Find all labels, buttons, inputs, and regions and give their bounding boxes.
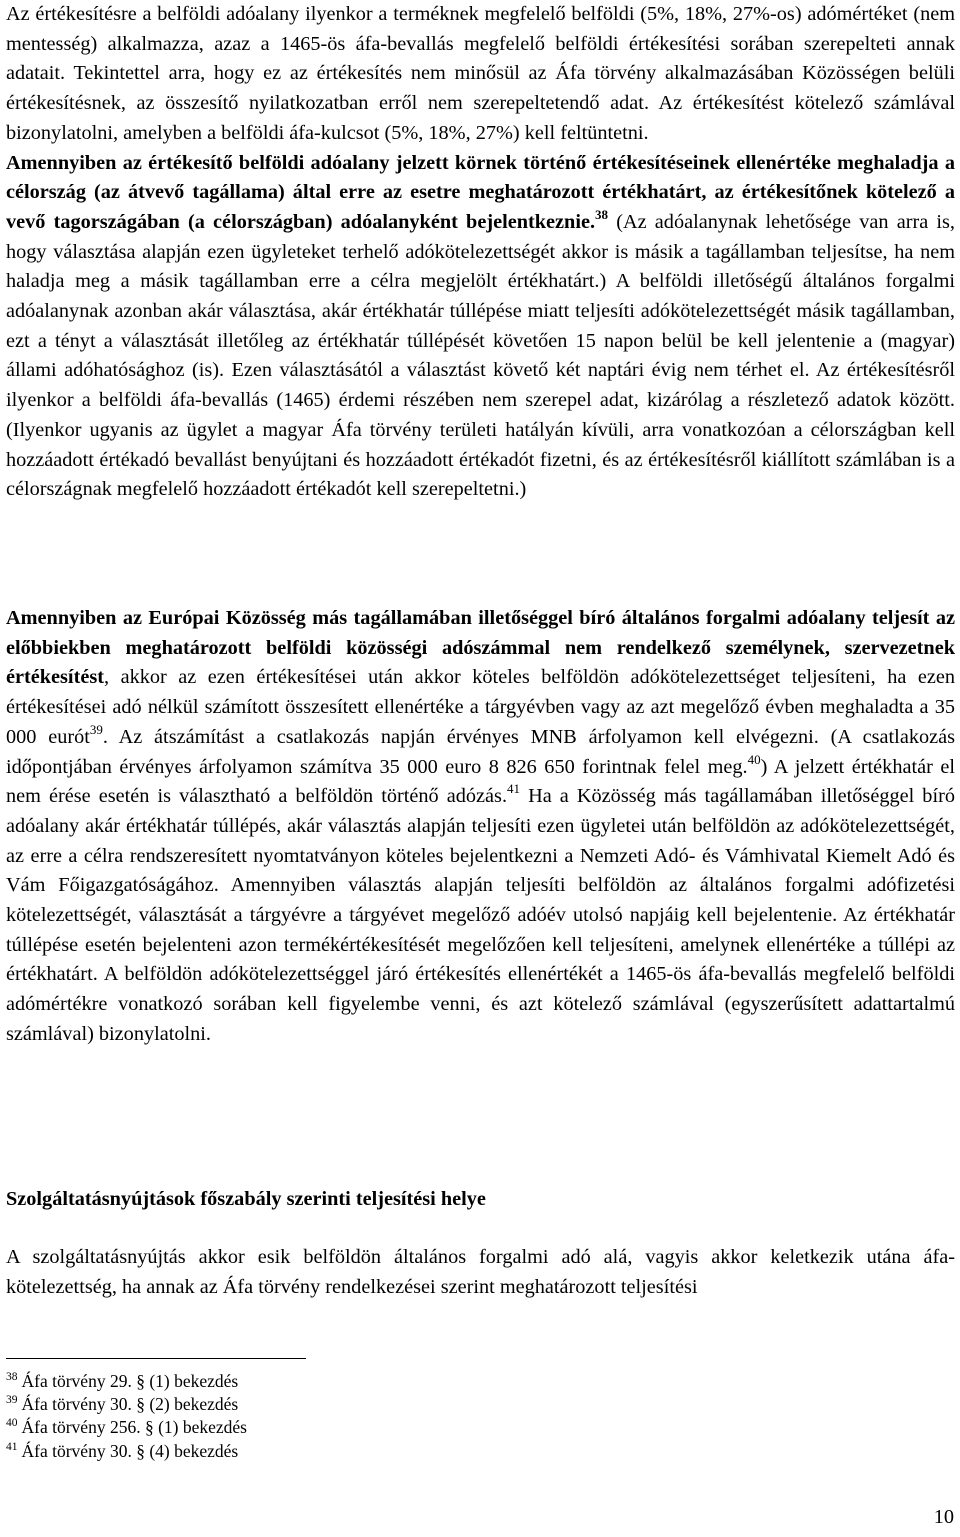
paragraph-2-text-1: , akkor az ezen értékesítései után akkor köteles belföldön adókötelezettséget teljesíteni, ha ezen értékesítései adó nélkül számított összesített ellenértéke a tárgyévben vagy az azt megelőző évben meghaladta a 35 000 eurót (6, 666, 955, 748)
footnote-item (6, 1393, 247, 1416)
footnote-item (6, 1440, 247, 1463)
footnote-number: 39 (6, 1394, 18, 1407)
footnote-list (6, 1370, 247, 1463)
footnote-item (6, 1370, 247, 1393)
footnote-ref-41: 41 (507, 781, 521, 797)
paragraph-2-text-3: ) A jelzett értékhatár el nem érése esetén is választható a belföldön történő adózás. (6, 755, 955, 808)
footnote-number: 41 (6, 1440, 18, 1453)
footnote-ref-40: 40 (747, 751, 761, 767)
paragraph-1-continuation: (Az adóalanynak lehetősége van arra is, hogy választása alapján ezen ügyleteket terhelő adókötelezettségét akkor is másik a tagállamban teljesítse, ha nem haladja meg a másik tagállamban erre a célra megjelölt értékhatárt.) A belföldi illetőségű általános forgalmi adóalanynak azonban akár választása, akár értékhatár túllépése miatt teljesíti adókötelezettségét másik tagállamban, ezt a tényt a választását illetőleg az értékhatár túllépését követően 15 napon belül be kell jelentenie a (magyar) állami adóhatósághoz (is). Ezen választásától a választást követő két naptári évig nem térhet el. Az értékesítésről ilyenkor a belföldi áfa-bevallás (1465) érdemi részében nem szerepel adat, kizárólag a részletező adatok között. (Ilyenkor ugyanis az ügylet a magyar Áfa törvény területi hatályán kívüli, arra vonatkozóan a célországban kell hozzáadott értékadó bevallást benyújtani és hozzáadott értékadót fizetni, és az értékesítésről kiállított számlában is a célországnak megfelelő hozzáadott értékadót kell szerepeltetni.) (6, 210, 955, 501)
footnote-text: Áfa törvény 30. § (4) bekezdés (21, 1440, 239, 1461)
footnote-number: 40 (6, 1417, 18, 1430)
page-number: 10 (933, 1506, 954, 1528)
footnote-ref-39: 39 (89, 721, 103, 737)
paragraph-1-sentence-1: Az értékesítésre a belföldi adóalany ilyenkor a terméknek megfelelő belföldi (5%, 18%, 27%-os) adómértéket (nem mentesség) alkalmazza, azaz a 1465-ös áfa-bevallás megfelelő belföldi értékesítési sorában szerepelteti annak adatait. Tekintettel arra, hogy ez az értékesítés nem minősül az Áfa törvény alkalmazásában Közösségen belüli értékesítésnek, az összesítő nyilatkozatban erről nem szerepeltetendő adat. Az értékesítést kötelező számlával bizonylatolni, amelyben a belföldi áfa-kulcsot (5%, 18%, 27%) kell feltüntetni. (6, 3, 955, 144)
paragraph-2 (6, 604, 955, 1050)
footnote-text: Áfa törvény 29. § (1) bekezdés (21, 1371, 239, 1391)
paragraph-1 (6, 0, 955, 505)
footnote-ref-38: 38 (595, 206, 609, 222)
paragraph-1-bold-sentence: Amennyiben az értékesítő belföldi adóalany jelzett körnek történő értékesítéseinek ellenértéke meghaladja a célország (az átvevő tagállama) által erre az esetre meghatározott értékhatárt, az értékesítőnek kötelező a vevő tagországában (a célországban) adóalanyként bejelentkeznie. (6, 151, 955, 233)
footnote-text: Áfa törvény 30. § (2) bekezdés (21, 1394, 239, 1415)
section-heading: Szolgáltatásnyújtások főszabály szerinti teljesítési helye (6, 1188, 486, 1210)
paragraph-2-text-2: . Az átszámítást a csatlakozás napján érvényes MNB árfolyamon kell elvégezni. (A csatlakozás időpontjában érvényes árfolyamon számítva 35 000 euro 8 826 650 forintnak felel meg. (6, 725, 956, 778)
paragraph-3: A szolgáltatásnyújtás akkor esik belföldön általános forgalmi adó alá, vagyis akkor keletkezik utána áfa-kötelezettség, ha annak az Áfa törvény rendelkezései szerint meghatározott teljesítési (6, 1246, 955, 1298)
paragraph-2-text-4: Ha a Közösség más tagállamában illetőséggel bíró adóalany akár értékhatár túllépés, akár választás alapján teljesíti ezen ügyletei után belföldön az adókötelezettségét, az erre a célra rendszeresített nyomtatványon köteles bejelentkezni a Nemzeti Adó- és Vámhivatal Kiemelt Adó és Vám Főigazgatóságához. Amennyiben választás alapján teljesíti belföldön az általános forgalmi adófizetési kötelezettségét, választását a tárgyévre a tárgyévet megelőző adóév utolsó napjáig kell bejelentenie. Az értékhatár túllépése esetén bejelenteni azon termékértékesítését megelőzően kell teljesíteni, amelynek ellenértéke a túllépi az értékhatárt. A belföldön adókötelezettséggel járó értékesítés ellenértékét a 1465-ös áfa-bevallás megfelelő belföldi adómértékre vonatkozó sorában kell figyelembe venni, és azt kötelező számlával (egyszerűsített adattartalmú számlával) bizonylatolni. (6, 785, 955, 1045)
footnote-text: Áfa törvény 256. § (1) bekezdés (21, 1417, 247, 1438)
footnote-item (6, 1416, 247, 1439)
footnote-number: 38 (6, 1371, 18, 1383)
footnote-separator (6, 1358, 306, 1359)
paragraph-2-bold-lead: Amennyiben az Európai Közösség más tagállamában illetőséggel bíró általános forgalmi adóalany teljesít az előbbiekben meghatározott belföldi közösségi adószámmal nem rendelkező személynek, szervezetnek értékesítést (6, 607, 955, 689)
